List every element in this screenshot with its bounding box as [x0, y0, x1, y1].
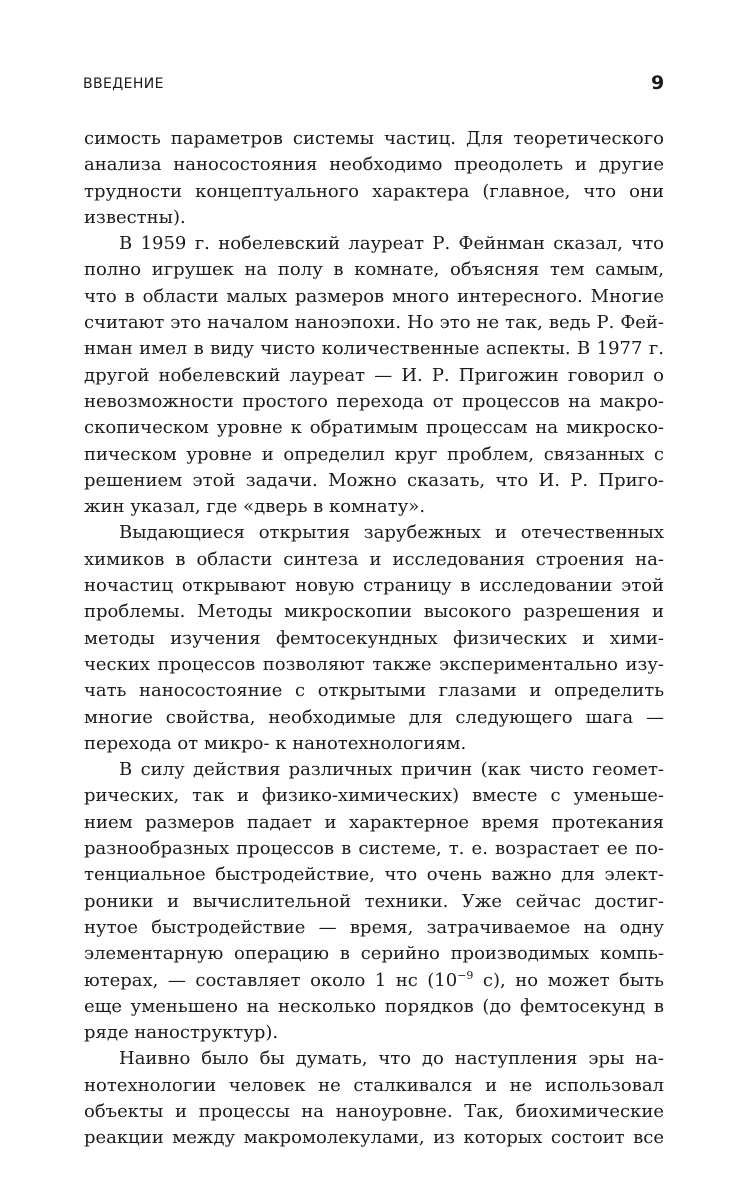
text-line-with-exponent: [84, 968, 664, 994]
text-line: анализа наносостояния необходимо преодолеть и другие: [84, 154, 664, 176]
text-line: методы изучения фемтосекундных физических и хими-: [84, 627, 664, 649]
text-line: известны).: [84, 206, 186, 228]
text-line: еще уменьшено на несколько порядков (до фемтосекунд в: [84, 995, 664, 1017]
text-line: считают это началом наноэпохи. Но это не так, ведь Р. Фей-: [84, 312, 664, 334]
paragraph-1: [84, 126, 664, 231]
paragraph-5: [84, 1046, 664, 1151]
running-head: ВВЕДЕНИЕ: [83, 76, 164, 92]
text-line: ряде наноструктур).: [84, 1022, 279, 1044]
body-text: [84, 126, 664, 1152]
text-line: нутое быстродействие — время, затрачиваемое на одну: [84, 916, 664, 938]
text-line: нием размеров падает и характерное время протекания: [84, 811, 664, 833]
text-line: невозможности простого перехода от процессов на макро-: [84, 390, 664, 412]
text-line: трудности концептуального характера (главное, что они: [84, 180, 664, 202]
text-line: ческих процессов позволяют также экспериментально изу-: [84, 653, 664, 675]
text-line: роники и вычислительной техники. Уже сейчас достиг-: [84, 890, 664, 912]
text-line: проблемы. Методы микроскопии высокого разрешения и: [84, 601, 664, 623]
text-line: разнообразных процессов в системе, т. е. возрастает ее по-: [84, 838, 664, 860]
line-part-after: с), но может быть: [473, 969, 664, 991]
page-number: 9: [651, 72, 665, 94]
text-line: перехода от микро- к нанотехнологиям.: [84, 732, 467, 754]
text-line: Выдающиеся открытия зарубежных и отечественных: [119, 522, 664, 544]
text-line: жин указал, где «дверь в комнату».: [84, 496, 426, 518]
text-line: В силу действия различных причин (как чисто геомет-: [119, 759, 664, 781]
text-line: элементарную операцию в серийно производимых компь-: [84, 943, 664, 965]
text-line: скопическом уровне к обратимым процессам на микроско-: [84, 417, 664, 439]
text-line: многие свойства, необходимые для следующего шага —: [84, 706, 664, 728]
text-line: решением этой задачи. Можно сказать, что И. Р. Приго-: [84, 469, 664, 491]
text-line: симость параметров системы частиц. Для теоретического: [84, 128, 664, 149]
text-line: реакции между макромолекулами, из которых состоит все: [84, 1127, 664, 1149]
text-line: рических, так и физико-химических) вместе с уменьше-: [84, 785, 664, 807]
text-line: полно игрушек на полу в комнате, объясняя тем самым,: [84, 259, 664, 281]
text-line: В 1959 г. нобелевский лауреат Р. Фейнман сказал, что: [119, 233, 664, 255]
paragraph-2: [84, 231, 664, 520]
line-part-before: ютерах, — составляет около 1 нс (10: [84, 969, 458, 991]
text-line: нман имел в виду чисто количественные аспекты. В 1977 г.: [84, 338, 664, 360]
text-line: химиков в области синтеза и исследования строения на-: [84, 548, 664, 570]
text-line: что в области малых размеров много интересного. Многие: [84, 285, 664, 307]
text-line: тенциальное быстродействие, что очень важно для элект-: [84, 864, 664, 886]
text-line: нотехнологии человек не сталкивался и не использовал: [84, 1074, 664, 1096]
text-line: ночастиц открывают новую страницу в исследовании этой: [84, 575, 664, 597]
text-line: Наивно было бы думать, что до наступления эры на-: [119, 1048, 664, 1070]
exponent: −9: [457, 968, 474, 982]
paragraph-3: [84, 520, 664, 757]
text-line: пическом уровне и определил круг проблем, связанных с: [84, 443, 664, 465]
paragraph-4: [84, 757, 664, 1046]
text-line: объекты и процессы на наноуровне. Так, биохимические: [84, 1100, 664, 1122]
text-line: чать наносостояние с открытыми глазами и определить: [84, 680, 664, 702]
text-line: другой нобелевский лауреат — И. Р. Пригожин говорил о: [84, 364, 664, 386]
